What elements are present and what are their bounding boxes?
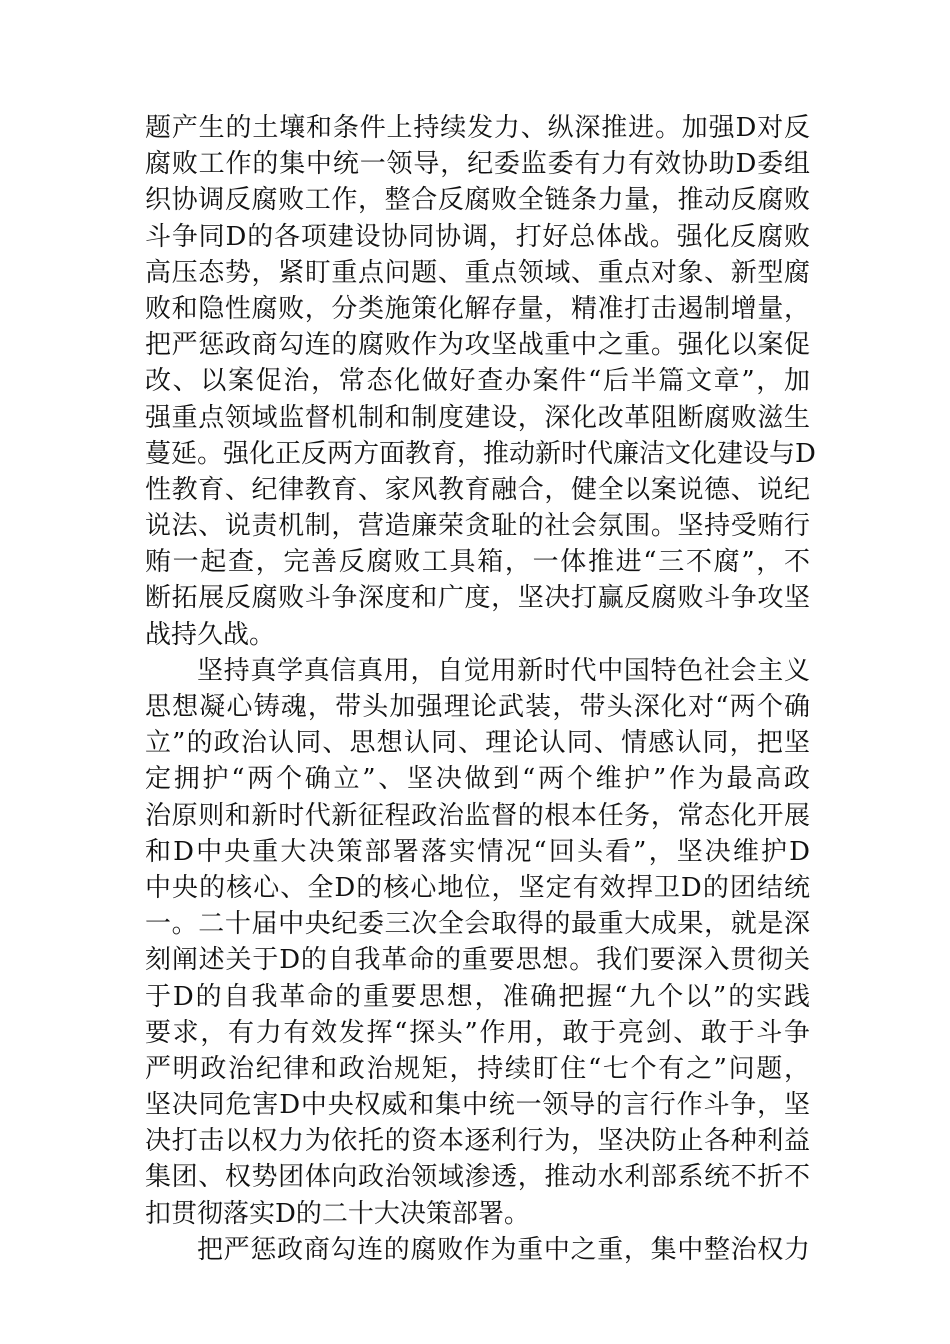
text-line: 思想凝心铸魂，带头加强理论武装，带头深化对“两个确: [145, 692, 810, 722]
text-line: 中央的核心、全D的核心地位，坚定有效捍卫D的团结统: [145, 872, 810, 903]
document-body: [145, 110, 816, 1268]
text-line: 决打击以权力为依托的资本逐利行为，坚决防止各种利益: [145, 1126, 810, 1157]
text-line: 立”的政治认同、思想认同、理论认同、情感认同，把坚: [145, 728, 810, 759]
text-line: 题产生的土壤和条件上持续发力、纵深推进。加强D对反: [145, 113, 810, 143]
paragraph-start-line: 坚持真学真信真用，自觉用新时代中国特色社会主义: [197, 655, 810, 686]
text-line: 战持久战。: [145, 619, 276, 650]
text-line: 把严惩政商勾连的腐败作为攻坚战重中之重。强化以案促: [145, 330, 810, 361]
text-line: 败和隐性腐败，分类施策化解存量，精准打击遏制增量，: [145, 293, 810, 324]
text-line: 贿一起查，完善反腐败工具箱，一体推进“三不腐”，不: [145, 547, 810, 578]
text-line: 斗争同D的各项建设协同协调，打好总体战。强化反腐败: [145, 221, 810, 252]
text-line: 腐败工作的集中统一领导，纪委监委有力有效协助D委组: [145, 149, 810, 180]
text-line: 一。二十届中央纪委三次全会取得的最重大成果，就是深: [145, 909, 810, 940]
text-line: 蔓延。强化正反两方面教育，推动新时代廉洁文化建设与D: [145, 438, 816, 469]
text-line: 说法、说责机制，营造廉荣贪耻的社会氛围。坚持受贿行: [145, 511, 810, 542]
text-line: 断拓展反腐败斗争深度和广度，坚决打赢反腐败斗争攻坚: [145, 583, 810, 614]
text-line: 定拥护“两个确立”、坚决做到“两个维护”作为最高政: [145, 764, 810, 795]
text-line: 织协调反腐败工作，整合反腐败全链条力量，推动反腐败: [145, 185, 810, 216]
text-line: 坚决同危害D中央权威和集中统一领导的言行作斗争，坚: [145, 1090, 810, 1121]
text-line: 扣贯彻落实D的二十大决策部署。: [145, 1198, 530, 1229]
text-line: 和D中央重大决策部署落实情况“回头看”，坚决维护D: [145, 836, 810, 867]
text-line: 高压态势，紧盯重点问题、重点领域、重点对象、新型腐: [145, 257, 810, 288]
text-line: 要求，有力有效发挥“探头”作用，敢于亮剑、敢于斗争: [145, 1017, 810, 1048]
text-line: 性教育、纪律教育、家风教育融合，健全以案说德、说纪: [145, 474, 810, 505]
text-line: 刻阐述关于D的自我革命的重要思想。我们要深入贯彻关: [145, 945, 810, 976]
text-line: 治原则和新时代新征程政治监督的根本任务，常态化开展: [145, 800, 810, 831]
text-line: 强重点领域监督机制和制度建设，深化改革阻断腐败滋生: [145, 402, 810, 433]
text-line: 严明政治纪律和政治规矩，持续盯住“七个有之”问题，: [145, 1053, 810, 1084]
text-line: 于D的自我革命的重要思想，准确把握“九个以”的实践: [145, 981, 810, 1012]
text-line: 改、以案促治，常态化做好查办案件“后半篇文章”，加: [145, 366, 810, 397]
paragraph-start-line: 把严惩政商勾连的腐败作为重中之重，集中整治权力: [197, 1234, 810, 1265]
text-line: 集团、权势团体向政治领域渗透，推动水利部系统不折不: [145, 1162, 810, 1193]
